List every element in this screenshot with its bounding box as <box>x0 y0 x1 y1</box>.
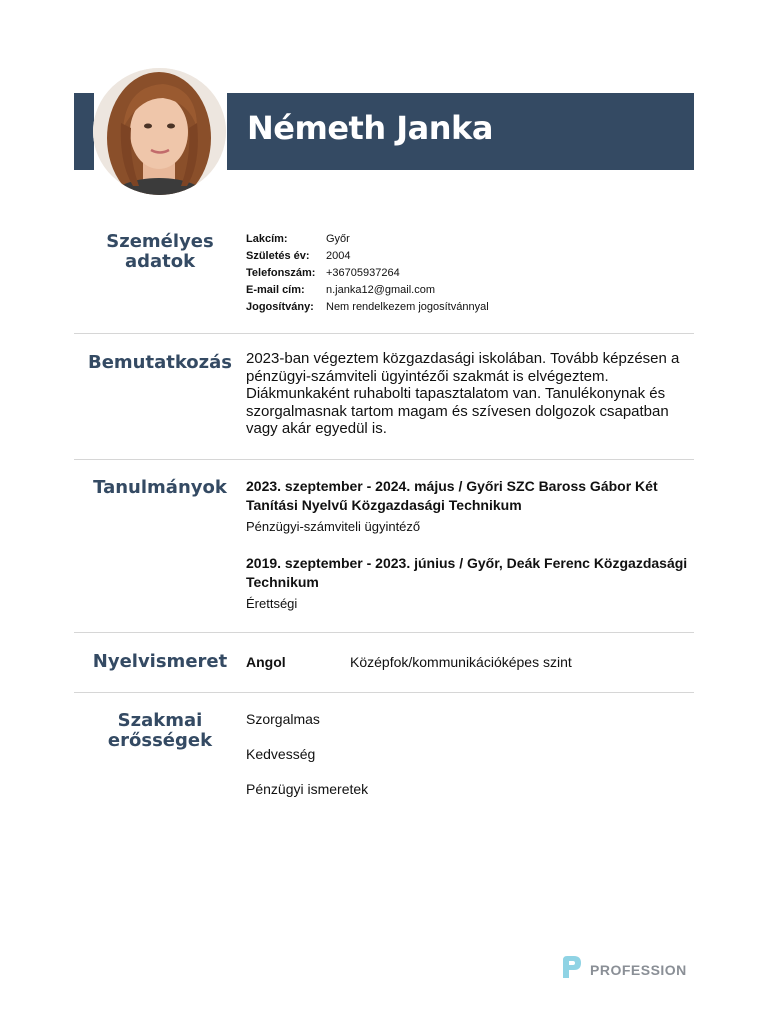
language-name: Angol <box>246 654 286 670</box>
email-value[interactable]: n.janka12@gmail.com <box>326 284 435 296</box>
name-banner <box>227 93 694 170</box>
profession-brand-text: PROFESSION <box>590 961 687 978</box>
intro-section-title: Bemutatkozás <box>87 352 233 373</box>
strengths-title-line2: erősségek <box>107 730 213 751</box>
personal-label: Telefonszám: <box>246 267 316 279</box>
strengths-section <box>74 710 694 810</box>
personal-section <box>74 228 694 328</box>
profession-logo-icon <box>558 954 584 985</box>
strengths-section-title <box>74 711 246 751</box>
personal-label: Jogosítvány: <box>246 301 314 313</box>
personal-value: +36705937264 <box>326 267 400 279</box>
education-section <box>74 476 694 626</box>
language-level: Középfok/kommunikációképes szint <box>350 654 572 670</box>
profile-photo <box>93 68 226 195</box>
personal-label: Születés év: <box>246 250 310 262</box>
education-item <box>246 554 694 613</box>
personal-title-line1: Személyes <box>106 231 214 252</box>
strength-item: Szorgalmas <box>246 711 320 727</box>
section-divider <box>74 632 694 633</box>
languages-section-title: Nyelvismeret <box>92 651 228 672</box>
strength-item: Kedvesség <box>246 746 316 762</box>
strength-item: Pénzügyi ismeretek <box>246 781 369 797</box>
languages-section <box>74 650 694 680</box>
intro-text: 2023-ban végeztem közgazdasági iskolában. Tovább képzésen a pénzügyi-számviteli ügyintézői szakmát is elvégeztem. Diákmunkaként ruhabolti tapasztalatom van. Tanulékonynak és szorgalmasnak tartom magam és szívesen dolgozok csapatban vagy akár egyedül is. <box>246 350 680 437</box>
personal-row <box>246 265 489 282</box>
personal-details-table <box>246 231 489 316</box>
education-heading: 2019. szeptember - 2023. június / Győr, Deák Ferenc Közgazdasági Technikum <box>246 555 688 590</box>
personal-value: 2004 <box>326 250 351 262</box>
personal-label: Lakcím: <box>246 233 288 245</box>
intro-section <box>74 348 694 448</box>
personal-row <box>246 299 489 316</box>
education-heading: 2023. szeptember - 2024. május / Győri SZC Baross Gábor Két Tanítási Nyelvű Közgazdasági Technikum <box>246 478 658 513</box>
personal-row <box>246 231 489 248</box>
personal-value: Győr <box>326 233 350 245</box>
education-item <box>246 477 694 536</box>
education-subtitle: Érettségi <box>246 596 298 611</box>
section-divider <box>74 333 694 334</box>
candidate-name: Németh Janka <box>247 109 493 147</box>
section-divider <box>74 459 694 460</box>
profession-brand[interactable] <box>558 954 687 985</box>
language-row <box>246 653 572 671</box>
personal-label: E-mail cím: <box>246 284 305 296</box>
personal-title-line2: adatok <box>124 251 196 272</box>
personal-row <box>246 248 489 265</box>
personal-row <box>246 282 489 299</box>
education-subtitle: Pénzügyi-számviteli ügyintéző <box>246 519 421 534</box>
education-section-title: Tanulmányok <box>93 477 227 498</box>
header-accent-bar <box>74 93 94 170</box>
strengths-title-line1: Szakmai <box>117 710 203 731</box>
personal-value: Nem rendelkezem jogosítvánnyal <box>326 301 489 313</box>
personal-section-title <box>74 232 246 272</box>
section-divider <box>74 692 694 693</box>
